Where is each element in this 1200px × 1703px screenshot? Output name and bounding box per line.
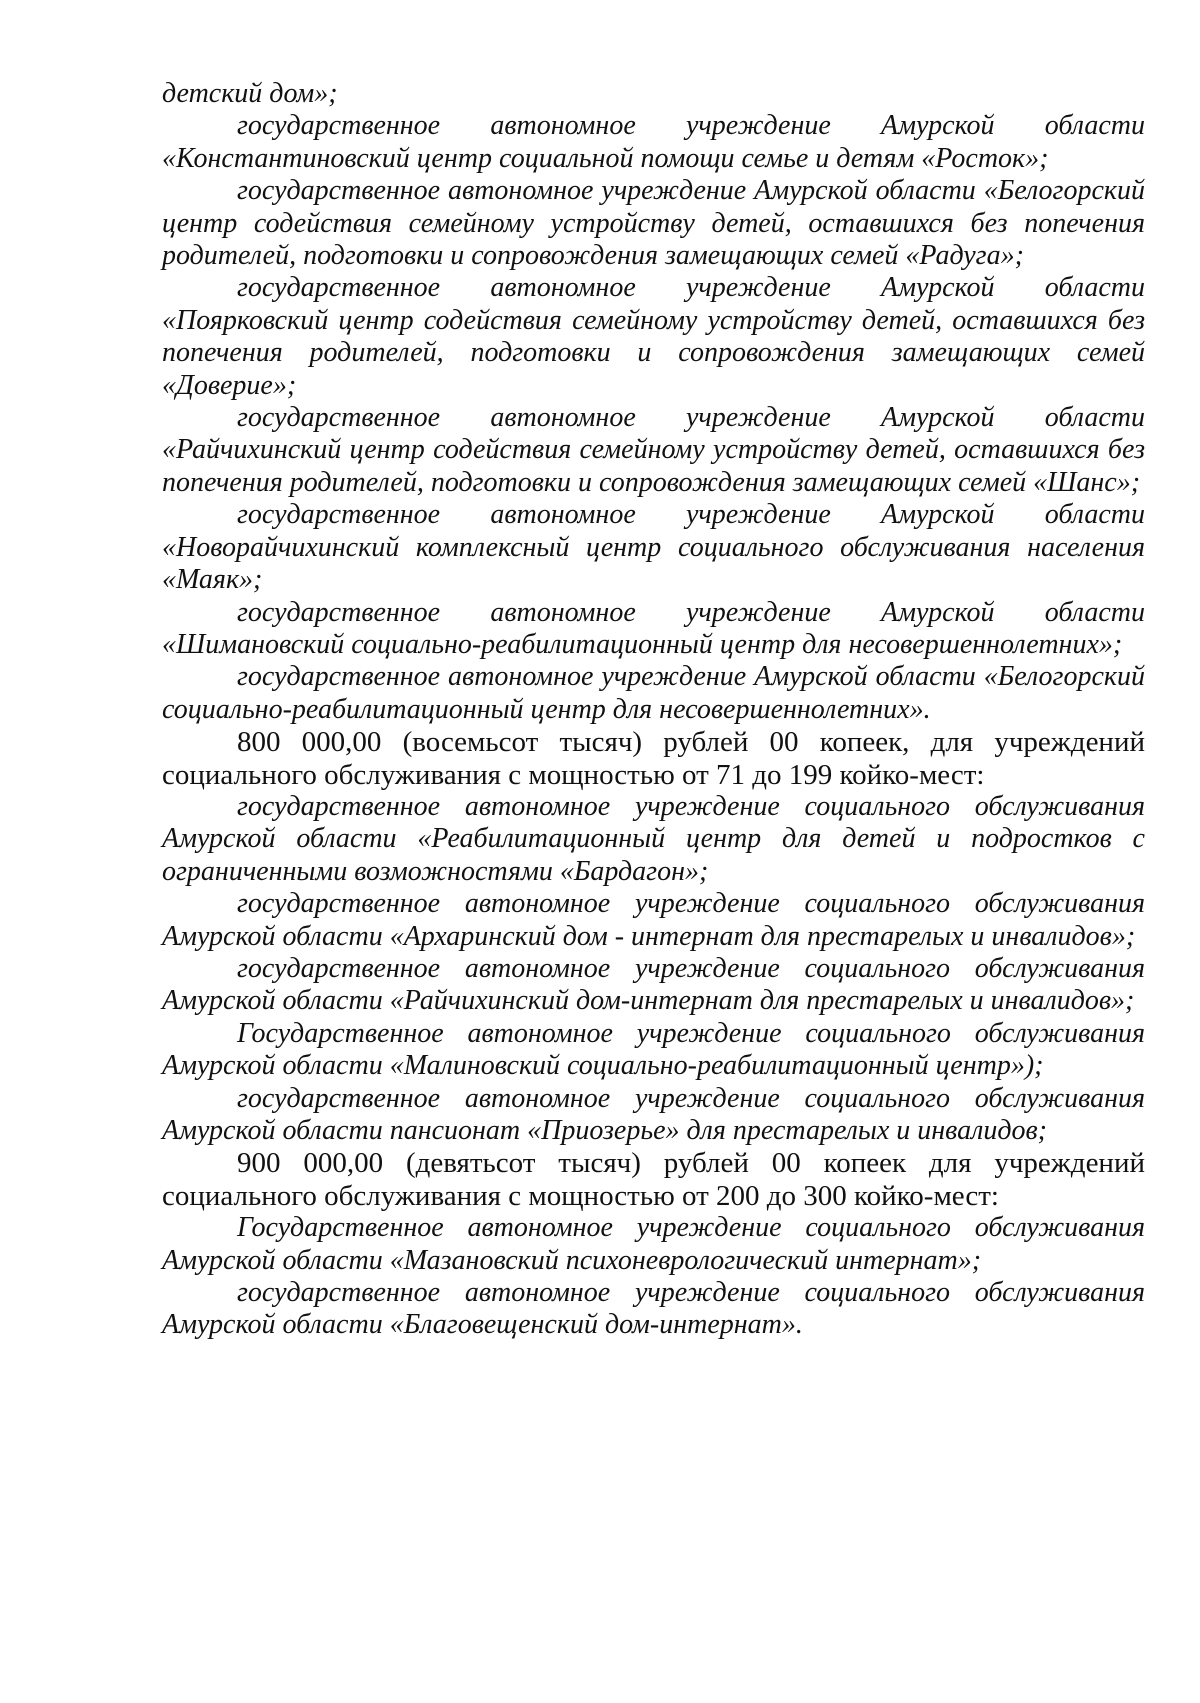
- paragraph: государственное автономное учреждение Амурской области «Белогорский центр содействия семейному устройству детей, оставшихся без попечения родителей, подготовки и сопровождения замещающих семей «Радуга»;: [162, 175, 1145, 272]
- paragraph: государственное автономное учреждение социального обслуживания Амурской области «Реабилитационный центр для детей и подростков с ограниченными возможностями «Бардагон»;: [162, 790, 1145, 887]
- paragraph: Государственное автономное учреждение социального обслуживания Амурской области «Мазановский психоневрологический интернат»;: [162, 1212, 1145, 1276]
- paragraph: государственное автономное учреждение Амурской области «Шимановский социально-реабилитационный центр для несовершеннолетних»;: [162, 596, 1145, 660]
- paragraph: государственное автономное учреждение Амурской области «Новорайчихинский комплексный центр социального обслуживания населения «Маяк»;: [162, 499, 1145, 596]
- paragraph: государственное автономное учреждение Амурской области «Константиновский центр социальной помощи семье и детям «Росток»;: [162, 110, 1145, 174]
- paragraph: детский дом»;: [162, 78, 338, 109]
- funding-paragraph: 900 000,00 (девятьсот тысяч) рублей 00 копеек для учреждений социального обслуживания с мощностью от 200 до 300 койко-мест:: [162, 1147, 1145, 1212]
- paragraph: государственное автономное учреждение социального обслуживания Амурской области «Благовещенский дом-интернат».: [162, 1277, 1145, 1341]
- paragraph: государственное автономное учреждение Амурской области «Белогорский социально-реабилитационный центр для несовершеннолетних».: [162, 661, 1145, 725]
- document-body: [162, 78, 1145, 1342]
- paragraph: государственное автономное учреждение социального обслуживания Амурской области «Архаринский дом - интернат для престарелых и инвалидов»;: [162, 888, 1145, 952]
- paragraph: Государственное автономное учреждение социального обслуживания Амурской области «Малиновский социально-реабилитационный центр»);: [162, 1017, 1145, 1082]
- paragraph: государственное автономное учреждение Амурской области «Поярковский центр содействия семейному устройству детей, оставшихся без попечения родителей, подготовки и сопровождения замещающих семей «Доверие»;: [162, 272, 1145, 401]
- paragraph: государственное автономное учреждение социального обслуживания Амурской области пансионат «Приозерье» для престарелых и инвалидов;: [162, 1082, 1145, 1146]
- funding-paragraph: 800 000,00 (восемьсот тысяч) рублей 00 копеек, для учреждений социального обслуживания с мощностью от 71 до 199 койко-мест:: [162, 726, 1145, 791]
- paragraph: государственное автономное учреждение Амурской области «Райчихинский центр содействия семейному устройству детей, оставшихся без попечения родителей, подготовки и сопровождения замещающих семей «Шанс»;: [162, 402, 1145, 498]
- paragraph: государственное автономное учреждение социального обслуживания Амурской области «Райчихинский дом-интернат для престарелых и инвалидов»;: [162, 952, 1145, 1017]
